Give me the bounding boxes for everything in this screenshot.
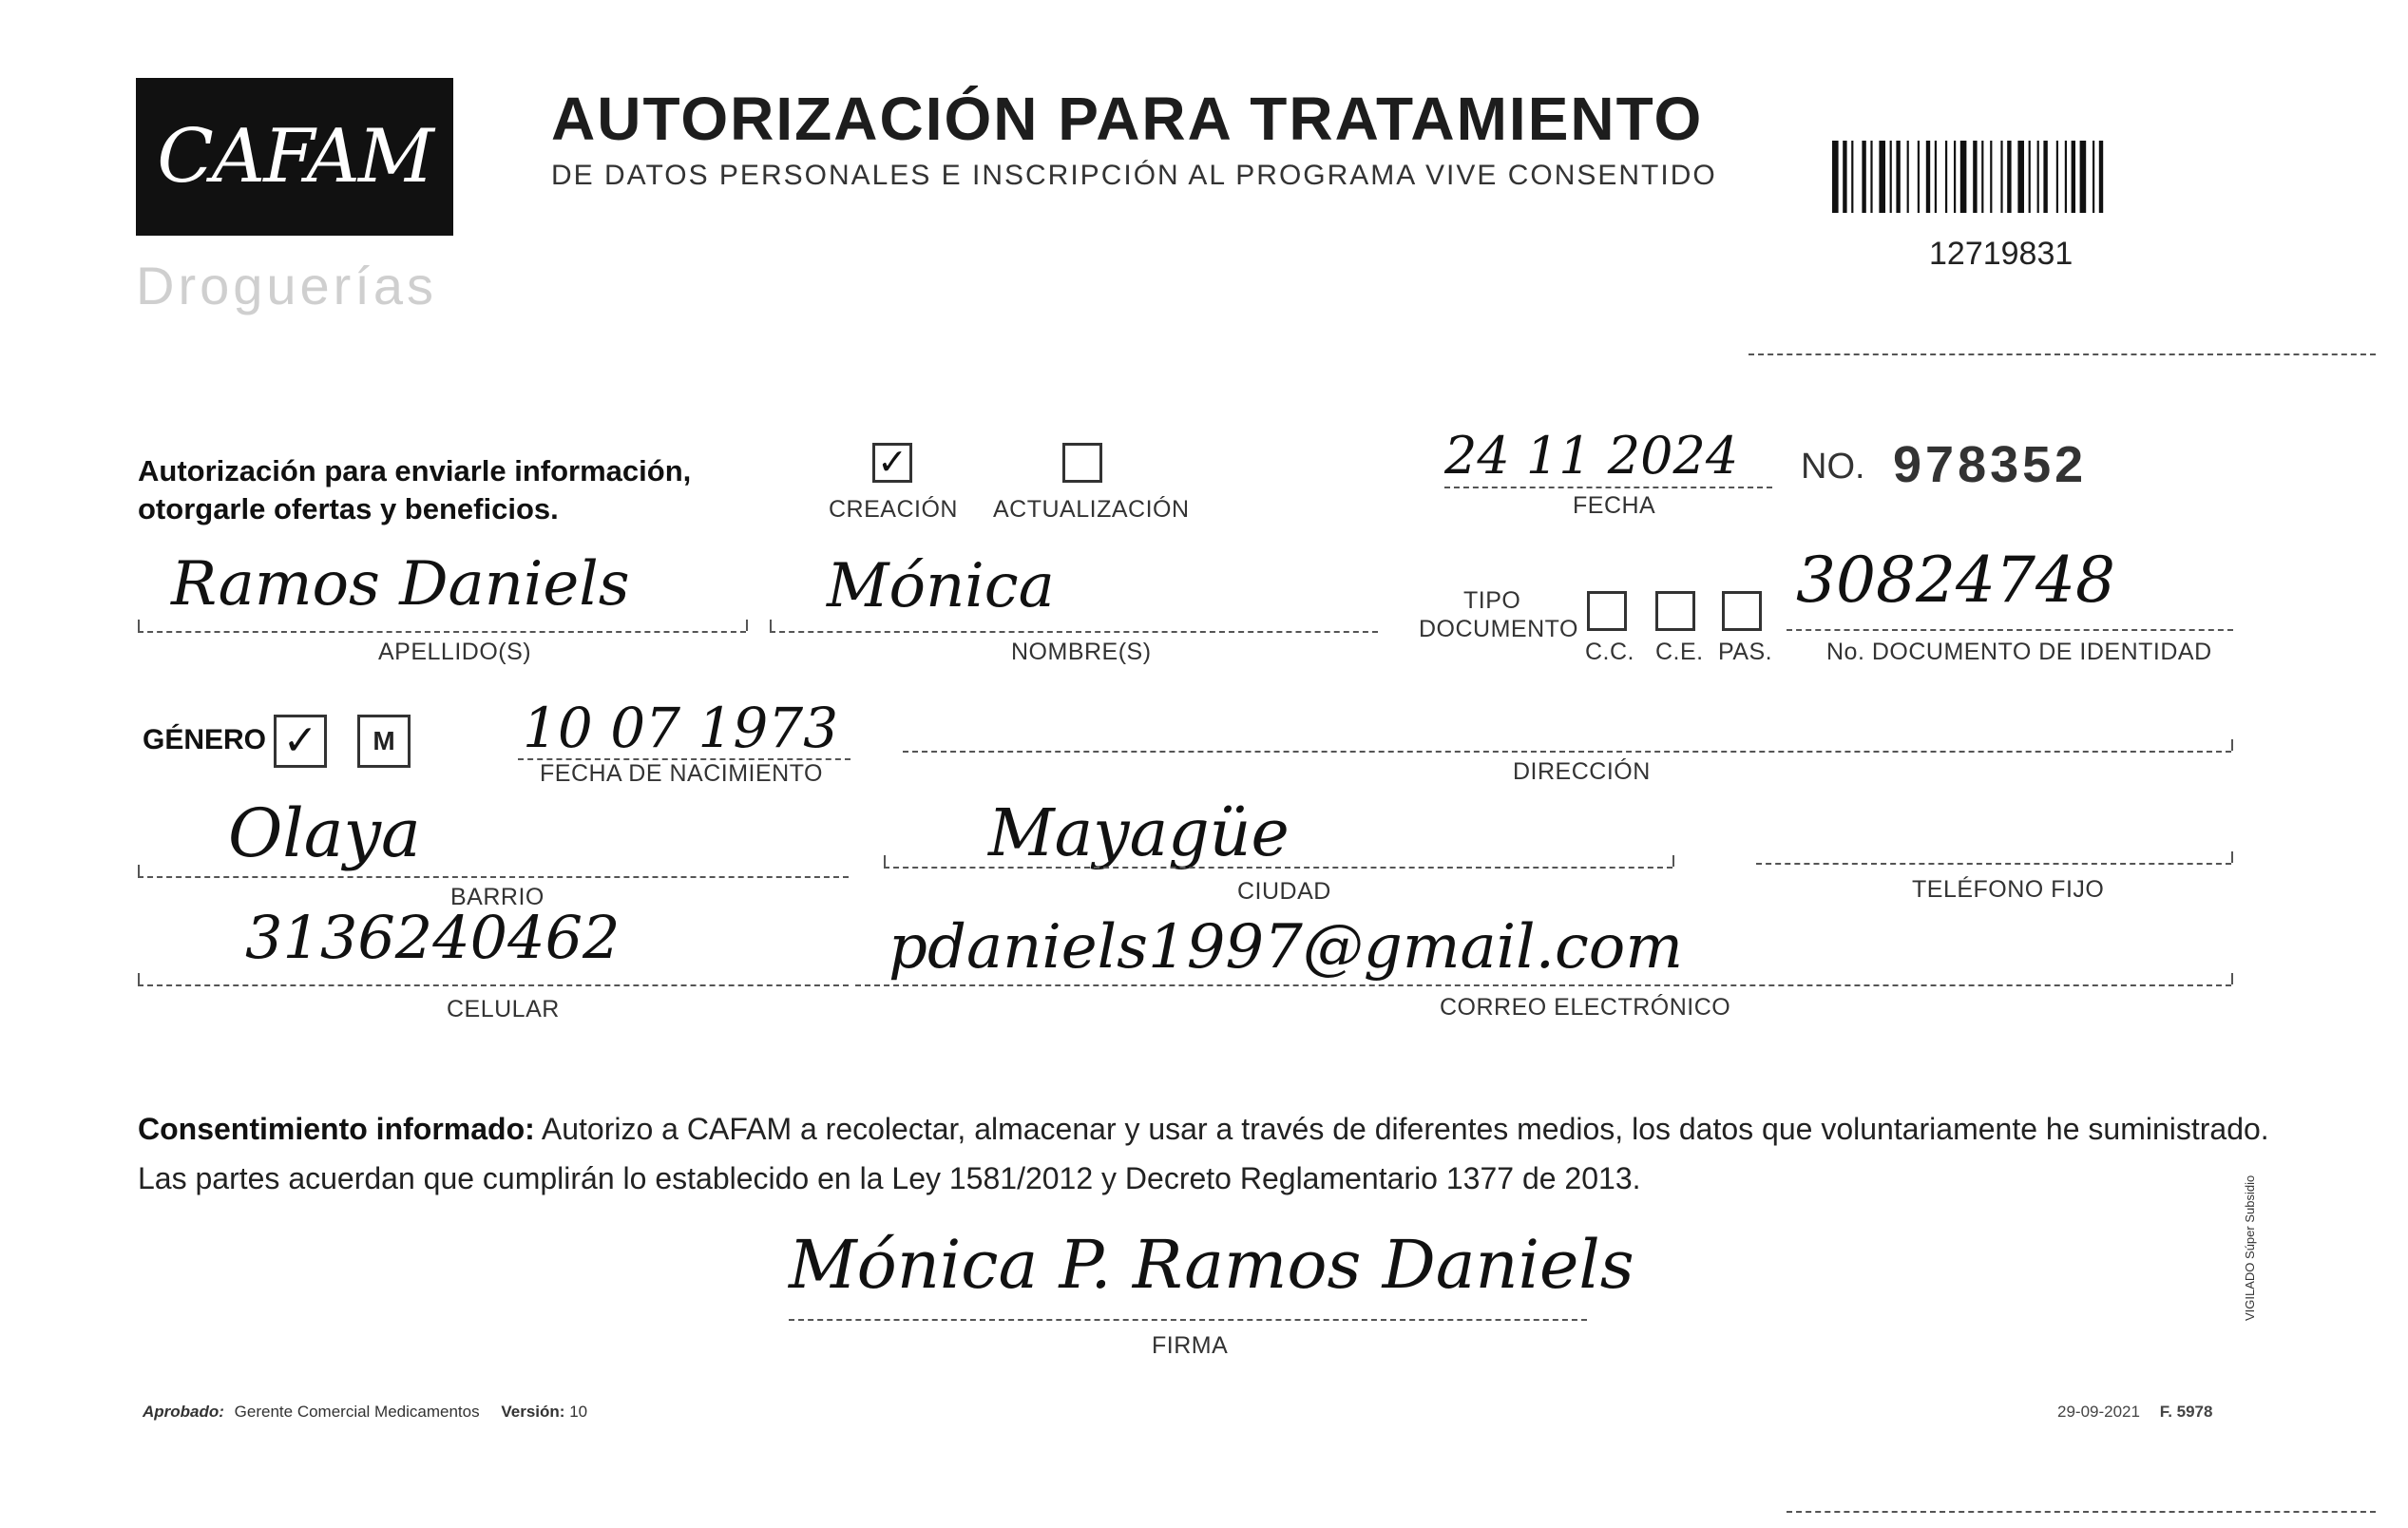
celular-tick-left [138,973,140,984]
barcode [1832,141,2212,213]
bottom-divider [1787,1511,2376,1513]
documento-value: 30824748 [1796,544,2115,617]
divider-line [1749,353,2376,355]
nombres-tick-left [770,620,772,631]
nombres-value: Mónica [827,551,1055,621]
celular-line [138,984,849,986]
ce-label: C.E. [1655,639,1704,665]
fecha-value: 24 11 2024 [1444,426,1739,486]
ciudad-label: CIUDAD [1237,878,1331,905]
tipo-documento-label-2: DOCUMENTO [1419,616,1578,642]
correo-label: CORREO ELECTRÓNICO [1440,994,1731,1021]
no-label: NO. [1801,447,1865,487]
form-number: 978352 [1893,436,2088,493]
cc-checkbox[interactable] [1587,591,1627,631]
barrio-line [138,876,849,878]
fecha-line [1444,487,1772,488]
actualizacion-checkbox[interactable] [1062,443,1102,483]
barrio-tick-left [138,865,140,876]
correo-value: pdaniels1997@gmail.com [889,912,1683,983]
ciudad-tick-left [884,855,886,867]
genero-m-checkbox[interactable] [357,715,411,768]
ciudad-line [884,867,1672,869]
ce-checkbox[interactable] [1655,591,1695,631]
signature-line [789,1319,1587,1321]
consent-line-1 [138,1104,2269,1154]
consent-line-2: Las partes acuerdan que cumplirán lo establecido en la Ley 1581/2012 y Decreto Reglamentario 1377 de 2013. [138,1161,1641,1195]
cafam-logo [136,78,453,236]
aprobado-label: Aprobado: [143,1403,224,1421]
check-mark-icon: ✓ [282,717,318,764]
logo-subtext: Droguerías [136,256,438,315]
aprobado-value: Gerente Comercial Medicamentos [234,1403,480,1421]
version-value: 10 [569,1403,588,1421]
ciudad-tick-right [1672,855,1674,867]
cc-label: C.C. [1585,639,1634,665]
genero-f-checkbox[interactable] [274,715,327,768]
creacion-label: CREACIÓN [829,496,958,523]
consent-paragraph [138,1104,2269,1203]
apellidos-tick-left [138,620,140,631]
ciudad-value: Mayagüe [988,796,1290,871]
pas-label: PAS. [1718,639,1773,665]
telefono-tick-right [2231,851,2233,863]
side-vertical-text: VIGILADO Súper Subsidio [2243,1175,2257,1321]
correo-tick-right [2231,973,2233,984]
footer-left [143,1403,587,1422]
consent-text-1: Autorizo a CAFAM a recolectar, almacenar y usar a través de diferentes medios, los datos que voluntariamente he suministrado. [534,1112,2269,1146]
telefono-label: TELÉFONO FIJO [1912,876,2105,903]
apellidos-line [138,631,746,633]
page-subtitle: DE DATOS PERSONALES E INSCRIPCIÓN AL PROGRAMA VIVE CONSENTIDO [551,160,1717,191]
direccion-tick-right [2231,739,2233,751]
pas-checkbox[interactable] [1722,591,1762,631]
documento-label: No. DOCUMENTO DE IDENTIDAD [1826,639,2212,665]
genero-m-label: M [373,726,395,755]
check-mark-icon: ✓ [877,443,908,483]
genero-label: GÉNERO [143,724,267,755]
signature-label: FIRMA [1152,1332,1229,1359]
tipo-documento-label-1: TIPO [1463,587,1521,614]
apellidos-value: Ramos Daniels [171,549,630,620]
nacimiento-value: 10 07 1973 [523,696,839,760]
apellidos-tick-right [746,620,748,631]
fecha-label: FECHA [1573,492,1656,519]
actualizacion-label: ACTUALIZACIÓN [993,496,1190,523]
nacimiento-label: FECHA DE NACIMIENTO [540,760,823,787]
celular-label: CELULAR [447,996,560,1022]
signature-value: Mónica P. Ramos Daniels [789,1226,1634,1304]
footer-date: 29-09-2021 [2057,1403,2140,1421]
barrio-label: BARRIO [450,884,545,910]
footer-right [2057,1403,2212,1422]
barcode-number: 12719831 [1929,236,2074,272]
barrio-value: Olaya [228,794,421,872]
logo-text: CAFAM [157,114,432,200]
version-label: Versión: [501,1403,565,1421]
apellidos-label: APELLIDO(S) [378,639,532,665]
nombres-line [770,631,1378,633]
direccion-label: DIRECCIÓN [1513,758,1651,785]
consent-bold-label: Consentimiento informado: [138,1112,535,1146]
documento-line [1787,629,2233,631]
correo-line [855,984,2231,986]
direccion-line [903,751,2231,753]
creacion-checkbox[interactable] [872,443,912,483]
intro-text-2: otorgarle ofertas y beneficios. [138,492,559,525]
telefono-line [1756,863,2231,865]
intro-text-1: Autorización para enviarle información, [138,454,692,487]
page-title: AUTORIZACIÓN PARA TRATAMIENTO [551,85,1704,153]
celular-value: 3136240462 [245,903,621,972]
footer-code: F. 5978 [2159,1403,2213,1421]
nombres-label: NOMBRE(S) [1011,639,1152,665]
